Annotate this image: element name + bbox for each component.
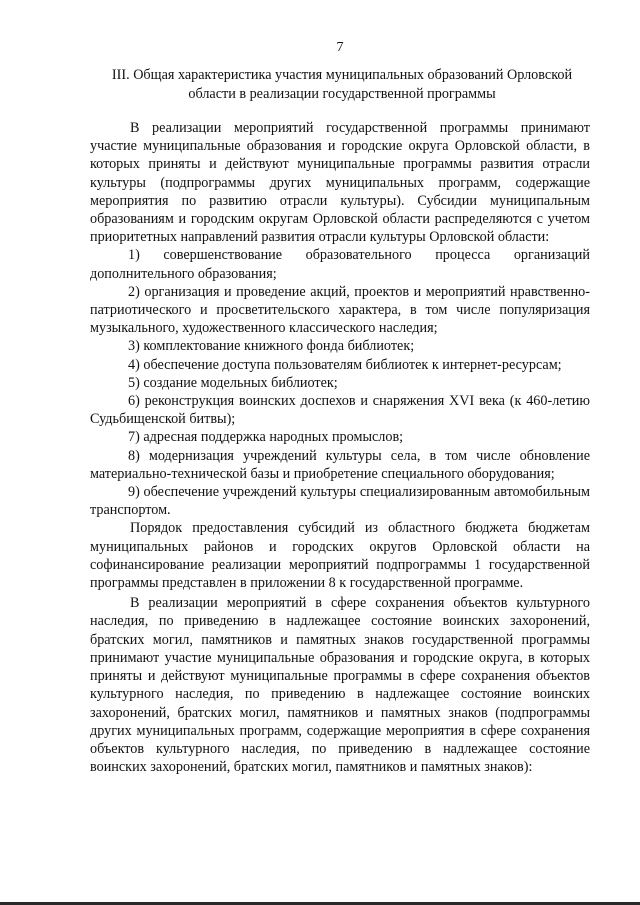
list-item: 1) совершенствование образовательного процесса организаций дополнительного образования; xyxy=(90,247,590,282)
section-heading: III. Общая характеристика участия муниципальных образований Орловской области в реализации государственной программы xyxy=(111,67,573,102)
list-item: 6) реконструкция воинских доспехов и снаряжения XVI века (к 460-летию Судьбищенской битвы); xyxy=(90,393,590,428)
page-number: 7 xyxy=(336,40,344,55)
intro-paragraph: В реализации мероприятий государственной программы принимают участие муниципальные образования и городские округа Орловской области, в которых приняты и действуют муниципальные программы развития отрасли культуры (подпрограммы других муниципальных программ, содержащие мероприятия по развитию отрасли культуры). Субсидии муниципальным образованиям и городским округам Орловской области распределяются с учетом приоритетных направлений развития отрасли культуры Орловской области: xyxy=(90,120,590,246)
list-item: 4) обеспечение доступа пользователям библиотек к интернет-ресурсам; xyxy=(128,356,562,373)
list-item: 7) адресная поддержка народных промыслов; xyxy=(128,429,404,446)
list-item: 9) обеспечение учреждений культуры специализированным автомобильным транспортом. xyxy=(90,484,590,519)
list-item: 8) модернизация учреждений культуры села, в том числе обновление материально-технической базы и приобретение специального оборудования; xyxy=(90,447,590,482)
list-item: 2) организация и проведение акций, проектов и мероприятий нравственно-патриотического и просветительского характера, в том числе популяризация музыкального, художественного классического наследия; xyxy=(90,283,590,337)
procedure-paragraph: Порядок предоставления субсидий из областного бюджета бюджетам муниципальных районов и городских округов Орловской области на софинансирование реализации мероприятий подпрограммы 1 государственной программы представлен в приложении 8 к государственной программе. xyxy=(90,520,590,592)
document-body xyxy=(90,119,590,776)
list-item: 5) создание модельных библиотек; xyxy=(128,374,338,391)
list-item: 3) комплектование книжного фонда библиотек; xyxy=(128,338,415,355)
heritage-paragraph: В реализации мероприятий в сфере сохранения объектов культурного наследия, по приведению в надлежащее состояние воинских захоронений, братских могил, памятников и памятных знаков государственной программы принимают участие муниципальные образования и городские округа, в которых приняты и действуют муниципальные программы в сфере сохранения объектов культурного наследия, по приведению в надлежащее состояние воинских захоронений, братских могил, памятников и памятных знаков (подпрограммы других муниципальных программ, содержащие мероприятия в сфере сохранения объектов культурного наследия, по приведению в надлежащее состояние воинских захоронений, братских могил, памятников и памятных знаков): xyxy=(90,595,590,776)
